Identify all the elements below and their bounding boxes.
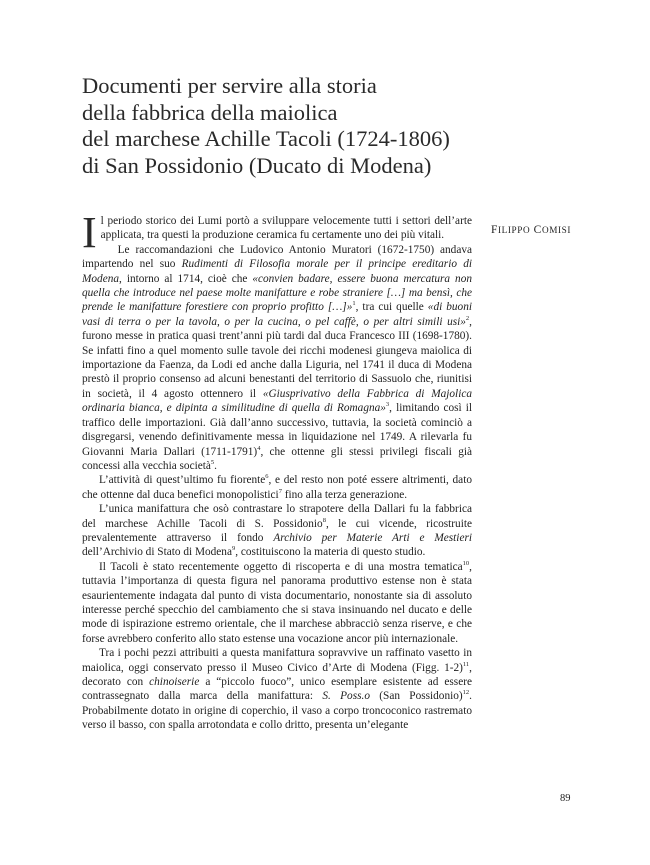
- p2-k: .: [214, 459, 217, 472]
- p4-c-italic: Archivio per Materie Arti e Mestieri: [273, 531, 472, 544]
- author-last-initial: C: [533, 224, 542, 236]
- footnote-ref-10: 10: [462, 559, 470, 567]
- footnote-ref-12: 12: [462, 689, 470, 697]
- paragraph-1-text: l periodo storico dei Lumi portò a sviluppare velocemente tutti i settori dell’arte applicata, tra questi la produzione ceramica fu certamente uno dei più vitali.: [100, 215, 472, 242]
- p4-a: L’unica manifattura che osò contrastare lo strapotere della Dallari fu la fabbrica del marchese Achille Tacoli di S. Possidonio: [82, 503, 472, 530]
- p6-f: (San Possidonio): [369, 690, 463, 703]
- paragraph-5: [82, 560, 472, 646]
- footnote-ref-11: 11: [462, 660, 470, 668]
- footnote-ref-2: 2: [465, 315, 470, 323]
- p3-a: L’attività di quest’ultimo fu fiorente: [99, 474, 266, 487]
- p2-h-italic: «Giusprivativo della Fabbrica di Majolica ordinaria bianca, e dipinta a similitudine di quella di Romagna»: [82, 387, 472, 415]
- p3-c: fino alla terza generazione.: [281, 488, 408, 501]
- p3-b: , e del resto non poté essere altrimenti, dato che ottenne dal duca benefici monopolistici: [82, 474, 472, 501]
- p6-d: a “piccolo fuoco”, unico esemplare esistente ad essere contrassegnato dalla marca della manifattura:: [82, 676, 472, 703]
- paragraph-6: [82, 646, 472, 732]
- footnote-ref-6: 6: [265, 473, 269, 481]
- article-title: [82, 73, 542, 179]
- p2-b-italic: Rudimenti di Filosofia morale per il principe ereditario di Modena: [82, 258, 472, 285]
- footnote-ref-5: 5: [210, 459, 215, 467]
- p2-j: , che ottenne gli stessi privilegi fiscali già concessi alla vecchia società: [82, 445, 472, 472]
- p2-d-italic: «convien badare, essere buona mercatura non quella che introduce nel paese molte manifatture e robe straniere […] ma bensì, che prende le manifatture forestiere con proprio profitto […]»: [82, 272, 472, 314]
- footnote-ref-7: 7: [278, 487, 282, 495]
- author-first-rest: ILIPPO: [498, 225, 531, 235]
- page-number: 89: [560, 793, 571, 804]
- p2-f-italic: «di buoni vasi di terra o per la tavola, o per la cucina, o pel caffè, o per altri simili usi»: [82, 301, 472, 328]
- p2-g: , furono messe in pratica quasi trent’anni più tardi dal duca Francesco III (1698-1780). Se infatti fino a quel momento sulle tavole dei ricchi modenesi giungeva maiolica di importazione da Faenza, da Lodi ed anche dalla Liguria, nel 1741 il duca di Modena prestò il proprio consenso ad alcuni benestanti del territorio di Sassuolo che, riunitisi in società, il 4 agosto ottennero il: [82, 315, 472, 400]
- p2-c: , intorno al 1714, cioè che: [119, 272, 253, 285]
- author-name: [491, 224, 571, 236]
- footnote-ref-1: 1: [352, 300, 356, 308]
- p5-b: , tuttavia l’importanza di questa figura nel panorama produttivo estense non è stata esaurientemente indagata dal punto di vista documentario, nonostante sia di assoluto interesse perché specchio del cambiamento che si stava insinuando nel ducato e delle mode di ispirazione estremo orientale, che il marchese abbracciò senza riserve, e che forse avrebbero conferito allo stato estense una vocazione ancor più internazionale.: [82, 560, 472, 645]
- paragraph-2: [82, 243, 472, 474]
- p6-a: Tra i pochi pezzi attribuiti a questa manifattura sopravvive un raffinato vasetto in maiolica, oggi conservato presso il Museo Civico d’Arte di Modena (Figg. 1-2): [82, 647, 472, 674]
- drop-cap: I: [82, 208, 97, 257]
- article-body: [82, 208, 472, 733]
- p4-b: , le cui vicende, ricostruite prevalentemente attraverso il fondo: [82, 517, 472, 544]
- footnote-ref-4: 4: [257, 444, 261, 452]
- author-last-rest: OMISI: [541, 225, 571, 235]
- p6-c-italic: chinoiserie: [149, 676, 200, 688]
- p6-e-italic: S. Poss.o: [322, 690, 370, 703]
- p4-d: dell’Archivio di Stato di Modena: [82, 546, 232, 559]
- p5-a: Il Tacoli è stato recentemente oggetto di riscoperta e di una mostra tematica: [99, 560, 463, 573]
- title-line-1: Documenti per servire alla storia: [82, 73, 377, 98]
- p2-e: , tra cui quelle: [355, 301, 428, 314]
- footnote-ref-3: 3: [385, 401, 390, 409]
- footnote-ref-8: 8: [322, 516, 326, 524]
- author-first-initial: F: [491, 224, 498, 236]
- p2-a: Le raccomandazioni che Ludovico Antonio Muratori (1672-1750) andava impartendo nel suo: [82, 243, 472, 271]
- p6-g: . Probabilmente dotato in origine di coperchio, il vaso a corpo troncoconico rastremato verso il basso, con spalla arrotondata e collo dritto, presenta un’elegante: [82, 690, 472, 732]
- title-line-3: del marchese Achille Tacoli (1724-1806): [82, 126, 450, 151]
- footnote-ref-9: 9: [231, 545, 236, 553]
- paragraph-4: [82, 502, 472, 560]
- p4-e: , costituiscono la materia di questo studio.: [235, 546, 426, 559]
- p2-i: , limitando così il traffico delle importazioni. Già dall’anno successivo, tuttavia, la società cominciò a disgregarsi, venendo definitivamente messa in liquidazione nel 1749. A rilevarla fu Giovanni Maria Dallari (1711-1791): [82, 402, 472, 458]
- title-line-2: della fabbrica della maiolica: [82, 99, 338, 125]
- title-line-4: di San Possidonio (Ducato di Modena): [82, 152, 432, 178]
- paragraph-3: [82, 473, 472, 502]
- p6-b: , decorato con: [82, 661, 472, 688]
